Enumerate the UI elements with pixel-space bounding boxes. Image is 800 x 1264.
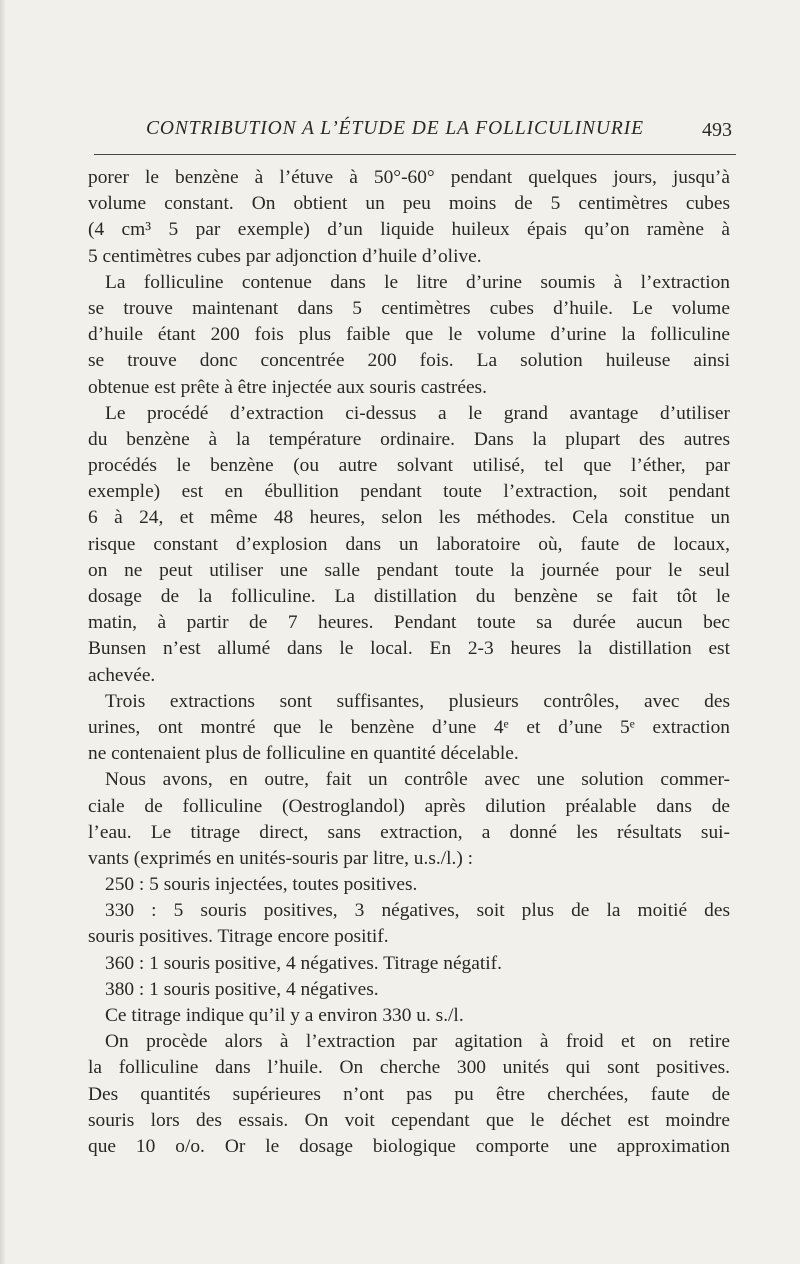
text-line: vants (exprimés en unités-souris par litre, u.s./l.) : xyxy=(88,847,474,869)
text-line: la folliculine dans l’huile. On cherche 300 unités qui sont positives. xyxy=(88,1057,730,1079)
text-line: achevée. xyxy=(88,664,156,686)
text-line: Des quantités supérieures n’ont pas pu être cherchées, faute de xyxy=(88,1083,730,1105)
text-line: 330 : 5 souris positives, 3 négatives, soit plus de la moitié des xyxy=(105,900,730,922)
text-line: (4 cm³ 5 par exemple) d’un liquide huileux épais qu’on ramène à xyxy=(88,219,730,241)
header-rule xyxy=(94,154,736,155)
text-line: se trouve donc concentrée 200 fois. La solution huileuse ainsi xyxy=(88,350,730,372)
text-line: Le procédé d’extraction ci-dessus a le grand avantage d’utiliser xyxy=(105,402,730,424)
text-line: ciale de folliculine (Oestroglandol) après dilution préalable dans de xyxy=(88,795,730,817)
text-line: 6 à 24, et même 48 heures, selon les méthodes. Cela constitue un xyxy=(88,507,730,529)
text-line: dosage de la folliculine. La distillation du benzène se fait tôt le xyxy=(88,586,730,607)
text-line: procédés le benzène (ou autre solvant utilisé, tel que l’éther, par xyxy=(88,455,730,477)
text-line: volume constant. On obtient un peu moins de 5 centimètres cubes xyxy=(88,193,730,215)
text-line: que 10 o/o. Or le dosage biologique comporte une approximation xyxy=(88,1135,730,1157)
text-line: Ce titrage indique qu’il y a environ 330 u. s./l. xyxy=(105,1005,464,1026)
text-line: obtenue est prête à être injectée aux souris castrées. xyxy=(88,376,487,398)
text-line: se trouve maintenant dans 5 centimètres cubes d’huile. Le volume xyxy=(88,297,730,319)
text-line: l’eau. Le titrage direct, sans extraction, a donné les résultats sui- xyxy=(88,821,730,843)
page-number: 493 xyxy=(702,119,732,141)
page-header xyxy=(88,118,736,148)
text-line: 5 centimètres cubes par adjonction d’huile d’olive. xyxy=(88,245,482,267)
text-line: On procède alors à l’extraction par agitation à froid et on retire xyxy=(105,1031,730,1053)
text-line: souris positives. Titrage encore positif. xyxy=(88,926,389,948)
text-line: urines, ont montré que le benzène d’une 4ᵉ et d’une 5ᵉ extraction xyxy=(88,716,730,738)
text-line: ne contenaient plus de folliculine en quantité décelable. xyxy=(88,743,519,765)
text-line: risque constant d’explosion dans un laboratoire où, faute de locaux, xyxy=(88,533,730,555)
running-title: CONTRIBUTION A L’ÉTUDE DE LA FOLLICULINURIE xyxy=(146,118,644,139)
text-line: d’huile étant 200 fois plus faible que le volume d’urine la folliculine xyxy=(88,324,730,346)
text-line: matin, à partir de 7 heures. Pendant toute sa durée aucun bec xyxy=(88,612,730,634)
text-line: du benzène à la température ordinaire. Dans la plupart des autres xyxy=(88,428,730,450)
page-edge-shadow xyxy=(0,0,6,1264)
text-line: on ne peut utiliser une salle pendant toute la journée pour le seul xyxy=(88,559,730,581)
text-line: Bunsen n’est allumé dans le local. En 2-3 heures la distillation est xyxy=(88,638,730,660)
text-line: La folliculine contenue dans le litre d’urine soumis à l’extraction xyxy=(105,271,730,293)
text-line: Nous avons, en outre, fait un contrôle avec une solution commer- xyxy=(105,769,730,791)
text-line: 380 : 1 souris positive, 4 négatives. xyxy=(105,978,379,1000)
body-text xyxy=(88,165,730,1160)
text-line: souris lors des essais. On voit cependant que le déchet est moindre xyxy=(88,1109,730,1131)
text-line: 360 : 1 souris positive, 4 négatives. Titrage négatif. xyxy=(105,952,502,974)
text-line: Trois extractions sont suffisantes, plusieurs contrôles, avec des xyxy=(105,690,730,712)
text-line: porer le benzène à l’étuve à 50°-60° pendant quelques jours, jusqu’à xyxy=(88,167,730,188)
text-line: exemple) est en ébullition pendant toute l’extraction, soit pendant xyxy=(88,481,730,503)
text-line: 250 : 5 souris injectées, toutes positives. xyxy=(105,874,418,896)
